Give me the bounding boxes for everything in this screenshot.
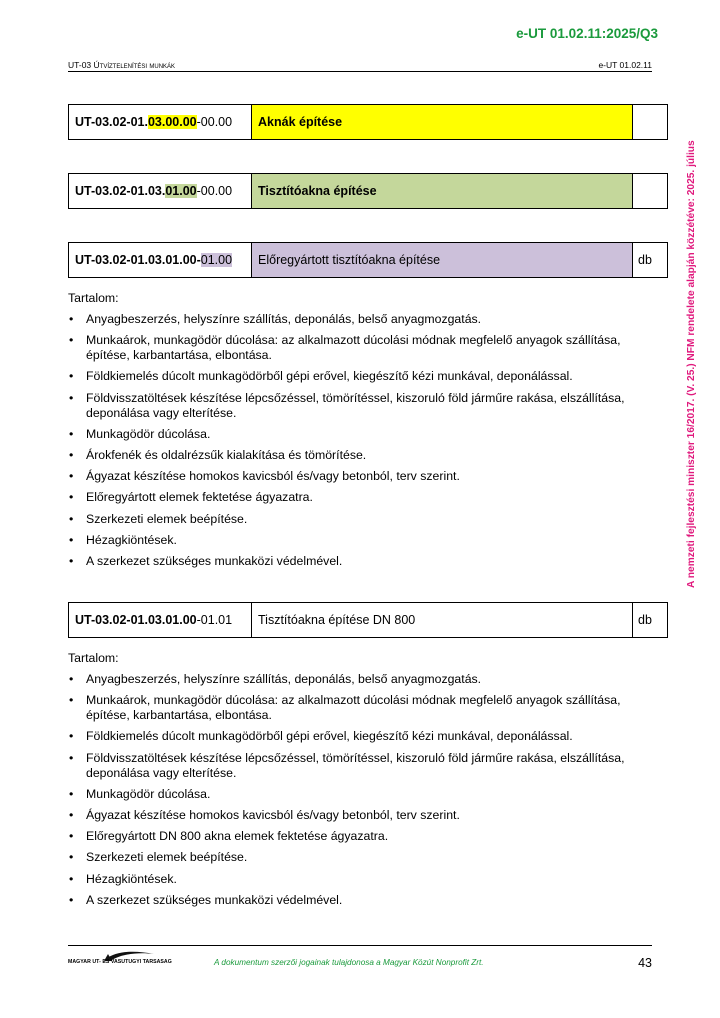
item-table-tisztitoakna <box>68 173 668 209</box>
item-title: Tisztítóakna építése <box>252 174 633 209</box>
item-table-dn800 <box>68 602 668 638</box>
list-item: • Munkaárok, munkagödör dúcolása: az alkalmazott dúcolási módnak megfelelő anyagok szállítása, építése, karbantartása, elbontása. <box>68 693 628 723</box>
running-header-left <box>68 60 175 70</box>
code-bold: UT-03.02-01.03.01.00 <box>75 613 197 627</box>
list-item: • A szerkezet szükséges munkaközi védelmével. <box>68 554 628 569</box>
content-label: Tartalom: <box>68 291 119 305</box>
list-item: • Hézagkiöntések. <box>68 872 628 887</box>
item-code <box>69 174 252 209</box>
list-item: • Földkiemelés dúcolt munkagödörből gépi erővel, kiegészítő kézi munkával, deponálással. <box>68 729 628 744</box>
list-item: • Szerkezeti elemek beépítése. <box>68 512 628 527</box>
list-item: • Munkagödör dúcolása. <box>68 427 628 442</box>
publisher-logo <box>68 950 172 970</box>
list-item: • Hézagkiöntések. <box>68 533 628 548</box>
side-publication-note: A nemzeti fejlesztési miniszter 16/2017. (V. 25.) NFM rendelete alapján közzétéve: 2025. július <box>686 140 697 588</box>
item-title: Előregyártott tisztítóakna építése <box>252 243 633 278</box>
item-unit: db <box>633 603 668 638</box>
item-title: Aknák építése <box>252 105 633 140</box>
item-code <box>69 603 252 638</box>
list-item: • Előregyártott elemek fektetése ágyazatra. <box>68 490 628 505</box>
list-item: • Földkiemelés dúcolt munkagödörből gépi erővel, kiegészítő kézi munkával, deponálással. <box>68 369 628 384</box>
list-item: • Anyagbeszerzés, helyszínre szállítás, deponálás, belső anyagmozgatás. <box>68 312 628 327</box>
section-title: Útvíztelenítési munkák <box>93 60 176 70</box>
content-list-1 <box>68 312 628 575</box>
item-code <box>69 105 252 140</box>
code-prefix: UT-03.02-01.03. <box>75 184 166 198</box>
code-highlight: 01.00 <box>200 253 233 267</box>
list-item: • Anyagbeszerzés, helyszínre szállítás, deponálás, belső anyagmozgatás. <box>68 672 628 687</box>
list-item: • Árokfenék és oldalrézsűk kialakítása és tömörítése. <box>68 448 628 463</box>
document-code: e-UT 01.02.11:2025/Q3 <box>516 26 658 41</box>
list-item: • Előregyártott DN 800 akna elemek fektetése ágyazatra. <box>68 829 628 844</box>
code-prefix: UT-03.02-01. <box>75 115 148 129</box>
list-item: • Földvisszatöltések készítése lépcsőzéssel, tömörítéssel, kiszoruló föld járműre rakása, elszállítása, deponálása vagy elterítése. <box>68 751 628 781</box>
copyright-note: A dokumentum szerzői jogainak tulajdonosa a Magyar Közút Nonprofit Zrt. <box>214 958 484 967</box>
code-suffix: -00.00 <box>196 184 233 198</box>
item-unit: db <box>633 243 668 278</box>
item-table-eloregyartott <box>68 242 668 278</box>
item-unit <box>633 174 668 209</box>
item-code <box>69 243 252 278</box>
list-item: • Munkaárok, munkagödör dúcolása: az alkalmazott dúcolási módnak megfelelő anyagok szállítása, építése, karbantartása, elbontása. <box>68 333 628 363</box>
list-item: • Munkagödör dúcolása. <box>68 787 628 802</box>
code-suffix: -00.00 <box>196 115 233 129</box>
footer-divider <box>68 945 652 946</box>
section-code: UT-03 <box>68 60 92 70</box>
content-list-2 <box>68 672 628 914</box>
item-table-aknak <box>68 104 668 140</box>
logo-text: MAGYAR UT- ES VASUTUGYI TARSASAG <box>68 959 172 965</box>
item-unit <box>633 105 668 140</box>
list-item: • Ágyazat készítése homokos kavicsból és/vagy betonból, terv szerint. <box>68 808 628 823</box>
code-rest: -01.01 <box>196 613 233 627</box>
item-title: Tisztítóakna építése DN 800 <box>252 603 633 638</box>
page-number: 43 <box>638 956 652 970</box>
list-item: • Ágyazat készítése homokos kavicsból és/vagy betonból, terv szerint. <box>68 469 628 484</box>
header-divider <box>68 71 652 72</box>
code-highlight: 01.00 <box>165 184 197 198</box>
list-item: • Földvisszatöltések készítése lépcsőzéssel, tömörítéssel, kiszoruló föld járműre rakása, elszállítása, deponálása vagy elterítése. <box>68 391 628 421</box>
list-item: • A szerkezet szükséges munkaközi védelmével. <box>68 893 628 908</box>
running-header-right: e-UT 01.02.11 <box>598 60 652 70</box>
list-item: • Szerkezeti elemek beépítése. <box>68 850 628 865</box>
code-highlight: 03.00.00 <box>147 115 197 129</box>
content-label: Tartalom: <box>68 651 119 665</box>
code-prefix: UT-03.02-01.03.01.00- <box>75 253 201 267</box>
